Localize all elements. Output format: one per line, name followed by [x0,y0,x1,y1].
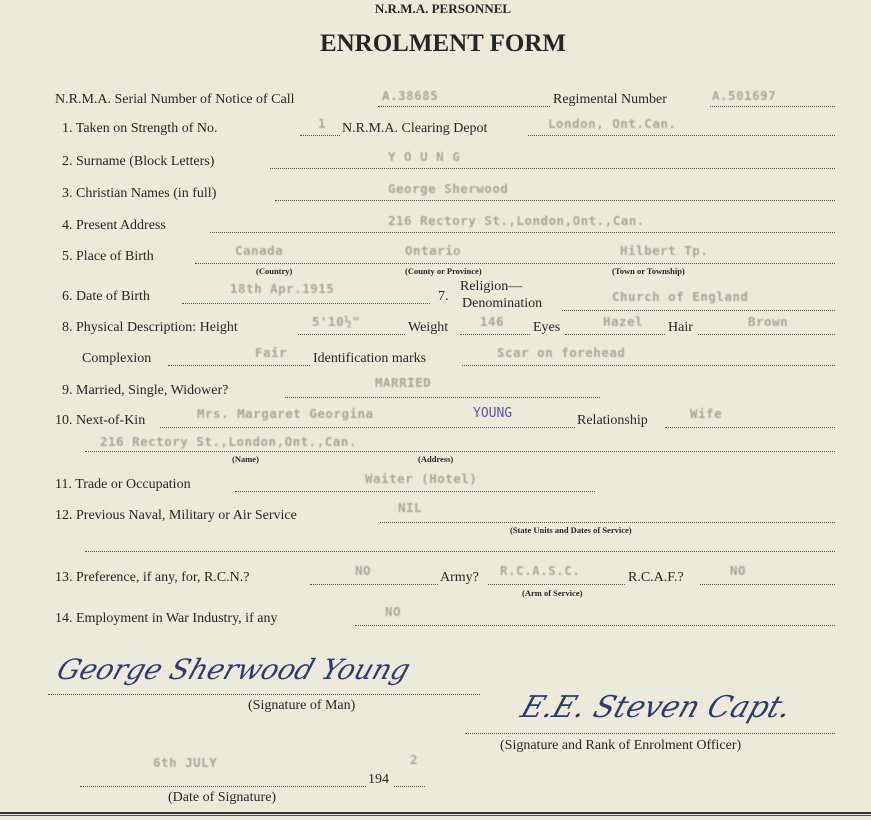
leader [235,491,595,492]
birth-town: Hilbert Tp. [620,243,709,258]
q5-label: 5. Place of Birth [62,249,154,264]
leader [298,334,405,335]
marks-label: Identification marks [313,351,427,366]
caption: (Name) [232,454,259,464]
leader [380,522,835,523]
q6-label: 6. Date of Birth [62,289,150,304]
birth-province: Ontario [405,243,462,258]
man-signature-caption: (Signature of Man) [248,698,356,713]
leader [160,427,575,428]
q9-value: MARRIED [375,375,432,390]
relationship-value: Wife [690,406,723,421]
leader [700,584,835,585]
leader [462,365,835,366]
leader [394,786,425,787]
depot-label: N.R.M.A. Clearing Depot [342,121,488,136]
eyes-label: Eyes [533,320,561,335]
leader [182,303,430,304]
q2-value: Y O U N G [388,149,461,164]
q14-value: NO [385,604,402,619]
date-value: 6th JULY [153,755,218,770]
leader [465,733,835,734]
officer-signature-caption: (Signature and Rank of Enrolment Officer) [500,738,742,753]
leader [85,451,835,452]
q7-label2: Denomination [462,296,543,311]
officer-signature: E.E. Steven Capt. [516,690,796,725]
caption: (State Units and Dates of Service) [510,525,632,535]
complexion-label: Complexion [82,351,152,366]
q11-value: Waiter (Hotel) [365,471,478,486]
q3-value: George Sherwood [388,181,509,196]
leader [168,365,310,366]
q13-label: 13. Preference, if any, for, R.C.N.? [55,570,250,585]
regimental-value: A.501697 [712,88,777,103]
leader [488,584,625,585]
kin-address: 216 Rectory St.,London,Ont.,Can. [100,434,357,449]
q4-label: 4. Present Address [62,218,166,233]
marks-value: Scar on forehead [497,345,626,360]
leader [210,232,835,233]
birth-country: Canada [235,243,284,258]
leader [562,310,835,311]
leader [665,427,835,428]
leader [528,135,835,136]
caption: (Country) [256,266,293,276]
caption: (Address) [418,454,454,464]
depot-value: London, Ont.Can. [548,116,677,131]
caption: (County or Province) [405,266,482,276]
q12-label: 12. Previous Naval, Military or Air Service [55,508,297,523]
leader [85,551,835,552]
leader [565,334,665,335]
leader [275,200,835,201]
q6-value: 18th Apr.1915 [230,281,335,296]
leader [698,334,835,335]
q8-label: 8. Physical Description: Height [62,320,238,335]
rcn-value: NO [355,563,372,578]
kin-surname: YOUNG [473,406,513,421]
serial-value: A.38685 [382,88,439,103]
leader [195,263,835,264]
leader [300,135,340,136]
height-value: 5'10½" [312,314,361,329]
q7-label: Religion— [460,279,523,294]
hair-value: Brown [748,314,789,329]
date-caption: (Date of Signature) [168,790,277,805]
serial-label: N.R.M.A. Serial Number of Notice of Call [55,92,295,107]
q9-label: 9. Married, Single, Widower? [62,383,229,398]
leader [285,397,600,398]
q2-label: 2. Surname (Block Letters) [62,154,215,169]
q10-label: 10. Next-of-Kin [55,413,146,428]
q11-label: 11. Trade or Occupation [55,477,191,492]
q7-value: Church of England [612,289,749,304]
relationship-label: Relationship [577,413,648,428]
complexion-value: Fair [255,345,288,360]
regimental-label: Regimental Number [553,92,667,107]
rcaf-label: R.C.A.F.? [628,570,684,585]
leader [270,168,835,169]
leader [355,625,835,626]
q7-number: 7. [438,289,449,304]
army-label: Army? [440,570,479,585]
form-org: N.R.M.A. PERSONNEL [374,1,512,16]
army-value: R.C.A.S.C. [500,563,581,578]
leader [310,584,438,585]
weight-label: Weight [408,320,449,335]
caption: (Town or Township) [612,266,685,276]
leader [48,694,480,695]
q4-value: 216 Rectory St.,London,Ont.,Can. [388,213,645,228]
q1-label: 1. Taken on Strength of No. [62,121,218,136]
q14-label: 14. Employment in War Industry, if any [55,611,278,626]
year-prefix: 194 [368,772,389,787]
form-title: ENROLMENT FORM [319,30,567,57]
man-signature: George Sherwood Young [52,653,415,686]
leader [378,106,550,107]
q12-value: NIL [398,500,423,515]
caption: (Arm of Service) [522,588,583,598]
year-digit: 2 [410,752,419,767]
leader [710,106,835,107]
kin-name: Mrs. Margaret Georgina [197,406,374,421]
eyes-value: Hazel [603,314,644,329]
leader [460,334,530,335]
weight-value: 146 [480,314,505,329]
bottom-rule [0,812,871,816]
hair-label: Hair [668,320,693,335]
leader [80,786,366,787]
rcaf-value: NO [730,563,747,578]
q3-label: 3. Christian Names (in full) [62,186,217,201]
q1-value: 1 [318,116,327,131]
